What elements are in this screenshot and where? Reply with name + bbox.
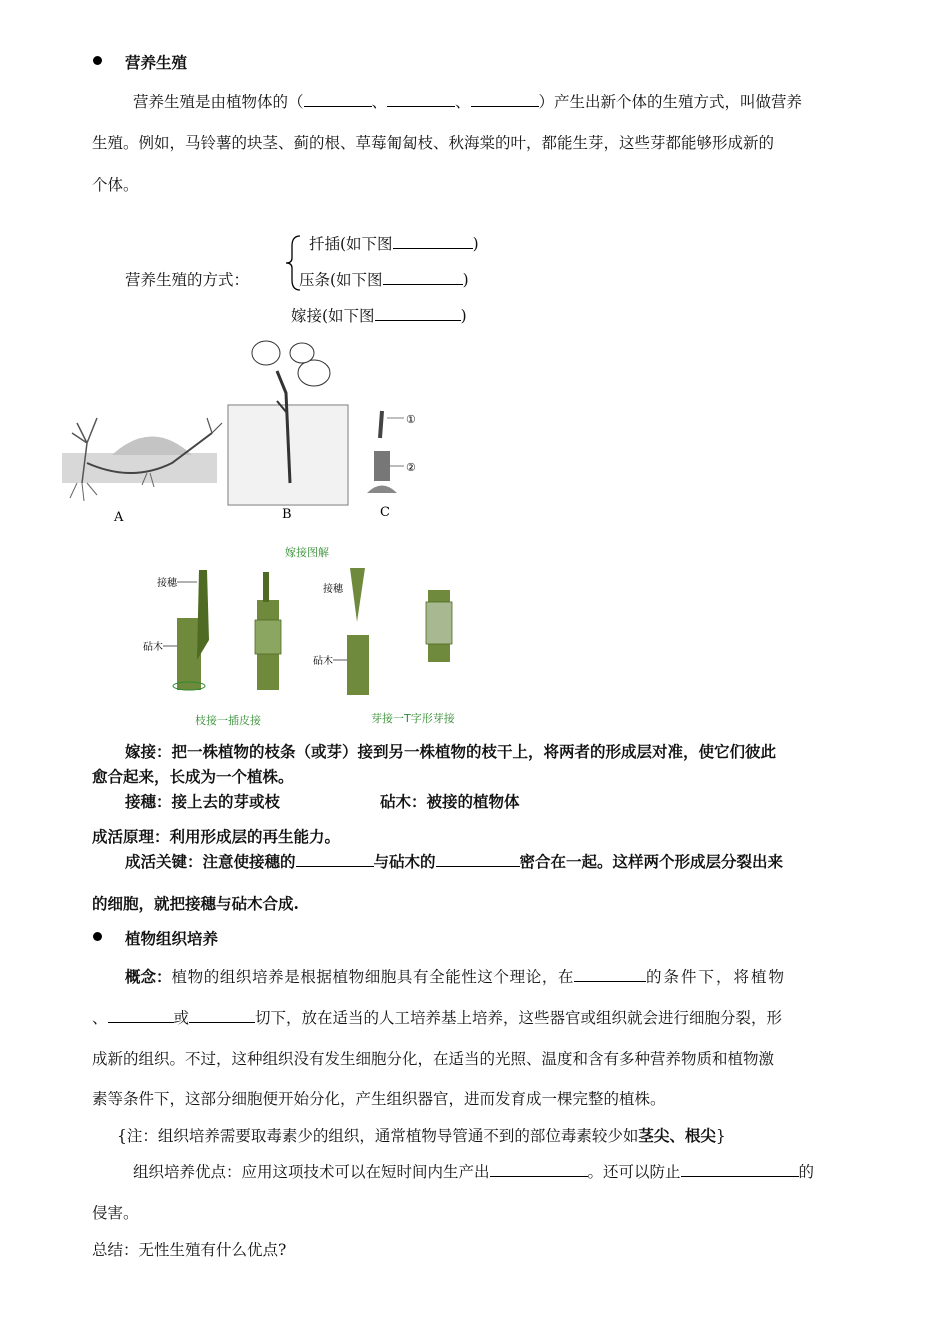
bullet bbox=[93, 932, 102, 941]
text: 嫁接(如下图 bbox=[291, 307, 375, 325]
label-scion: 接穗 bbox=[157, 578, 177, 589]
paragraph-line: 生殖。例如，马铃薯的块茎、蓟的根、草莓匍匐枝、秋海棠的叶，都能生芽，这些芽都能够形成新的 bbox=[92, 134, 775, 152]
fill-blank[interactable] bbox=[375, 306, 461, 321]
fill-blank[interactable] bbox=[471, 92, 539, 107]
concept-line4: 素等条件下，这部分细胞便开始分化，产生组织器官，进而发育成一棵完整的植株。 bbox=[92, 1090, 666, 1108]
text: 与砧木的 bbox=[373, 852, 436, 871]
fill-blank[interactable] bbox=[574, 967, 646, 982]
concept-label: 概念： bbox=[125, 967, 172, 986]
label-c: C bbox=[380, 505, 390, 520]
method-grafting bbox=[291, 304, 467, 326]
methods-label: 营养生殖的方式： bbox=[125, 271, 250, 289]
caption-bud-graft: 芽接一T字形芽接 bbox=[371, 712, 455, 725]
text: 的 bbox=[798, 1163, 815, 1181]
cutting-illustration bbox=[228, 341, 348, 505]
text: 植物的组织培养是根据植物细胞具有全能性这个理论，在 bbox=[171, 968, 575, 986]
fill-blank[interactable] bbox=[383, 270, 463, 285]
fill-blank[interactable] bbox=[387, 92, 455, 107]
text: 或 bbox=[173, 1009, 190, 1027]
fill-blank[interactable] bbox=[296, 852, 374, 867]
label-1: ① bbox=[406, 413, 416, 426]
fill-blank[interactable] bbox=[108, 1008, 174, 1023]
text: 营养生殖是由植物体的（ bbox=[133, 93, 304, 111]
label-2: ② bbox=[406, 461, 416, 474]
section-title-tissue-culture: 植物组织培养 bbox=[125, 929, 219, 948]
graft-definition-line1: 嫁接：把一株植物的枝条（或芽）接到另一株植物的枝干上，将两者的形成层对准，使它们彼此 bbox=[125, 742, 777, 761]
text: 成活关键：注意使接穗的 bbox=[125, 852, 296, 871]
note bbox=[117, 1124, 726, 1146]
advantage-line bbox=[133, 1160, 814, 1182]
text: ）产生出新个体的生殖方式，叫做营养 bbox=[538, 93, 803, 111]
text: ) bbox=[472, 235, 479, 253]
label-scion-2: 接穗 bbox=[323, 584, 343, 595]
text: 组织培养优点：应用这项技术可以在短时间内生产出 bbox=[133, 1163, 490, 1181]
text: 、 bbox=[92, 1009, 108, 1027]
concept-line1 bbox=[125, 965, 786, 987]
graft-illustration bbox=[367, 411, 416, 493]
paragraph-line bbox=[133, 90, 802, 112]
label-b: B bbox=[282, 507, 292, 522]
stock-definition: 砧木：被接的植物体 bbox=[380, 792, 520, 811]
advantage-line2: 侵害。 bbox=[92, 1204, 139, 1222]
bud-scion bbox=[350, 568, 365, 622]
label-stock-2: 砧木 bbox=[313, 656, 333, 667]
caption-bark-graft: 枝接一插皮接 bbox=[195, 714, 261, 727]
survival-key-line2: 的细胞，就把接穗与砧木合成. bbox=[92, 894, 299, 913]
concept-line3: 成新的组织。不过，这种组织没有发生细胞分化，在适当的光照、温度和含有多种营养物质和植物激 bbox=[92, 1050, 775, 1068]
label-stock: 砧木 bbox=[143, 642, 163, 653]
propagation-figure bbox=[62, 333, 422, 528]
summary-question: 总结：无性生殖有什么优点? bbox=[92, 1241, 287, 1259]
concept-line2 bbox=[92, 1006, 782, 1028]
fill-blank[interactable] bbox=[393, 234, 473, 249]
scion-stem bbox=[197, 570, 209, 660]
survival-principle: 成活原理：利用形成层的再生能力。 bbox=[92, 827, 341, 846]
survival-key bbox=[125, 850, 783, 872]
grafting-diagram bbox=[135, 540, 475, 730]
text: ) bbox=[460, 307, 467, 325]
text: 密合在一起。这样两个形成层分裂出来 bbox=[519, 852, 784, 871]
method-layering bbox=[299, 268, 469, 290]
bullet bbox=[93, 56, 102, 65]
note-emphasis: 茎尖、根尖 bbox=[638, 1126, 716, 1145]
method-cutting bbox=[309, 232, 479, 254]
text: 。还可以防止 bbox=[587, 1163, 681, 1181]
text: 的条件下，将植物 bbox=[646, 968, 787, 986]
text: 压条(如下图 bbox=[299, 271, 383, 289]
text: 、 bbox=[371, 93, 388, 111]
section-title-vegetative: 营养生殖 bbox=[125, 53, 188, 72]
graft-definition-line2: 愈合起来，长成为一个植株。 bbox=[92, 767, 294, 786]
fill-blank[interactable] bbox=[304, 92, 372, 107]
paragraph-line: 个体。 bbox=[92, 176, 139, 194]
text: 、 bbox=[455, 93, 471, 111]
label-a: A bbox=[114, 510, 124, 525]
layering-illustration bbox=[62, 418, 222, 501]
bud-stock bbox=[347, 635, 369, 695]
scion-definition: 接穗：接上去的芽或枝 bbox=[125, 792, 281, 811]
text: } bbox=[715, 1127, 726, 1145]
text: {注：组织培养需要取毒素少的组织，通常植物导管通不到的部位毒素较少如 bbox=[117, 1127, 639, 1145]
fill-blank[interactable] bbox=[189, 1008, 255, 1023]
fill-blank[interactable] bbox=[681, 1162, 799, 1177]
text: 切下，放在适当的人工培养基上培养，这些器官或组织就会进行细胞分裂，形 bbox=[255, 1009, 783, 1027]
text: ) bbox=[462, 271, 469, 289]
fill-blank[interactable] bbox=[490, 1162, 588, 1177]
text: 扦插(如下图 bbox=[309, 235, 393, 253]
fill-blank[interactable] bbox=[436, 852, 520, 867]
diagram-title: 嫁接图解 bbox=[285, 546, 329, 559]
